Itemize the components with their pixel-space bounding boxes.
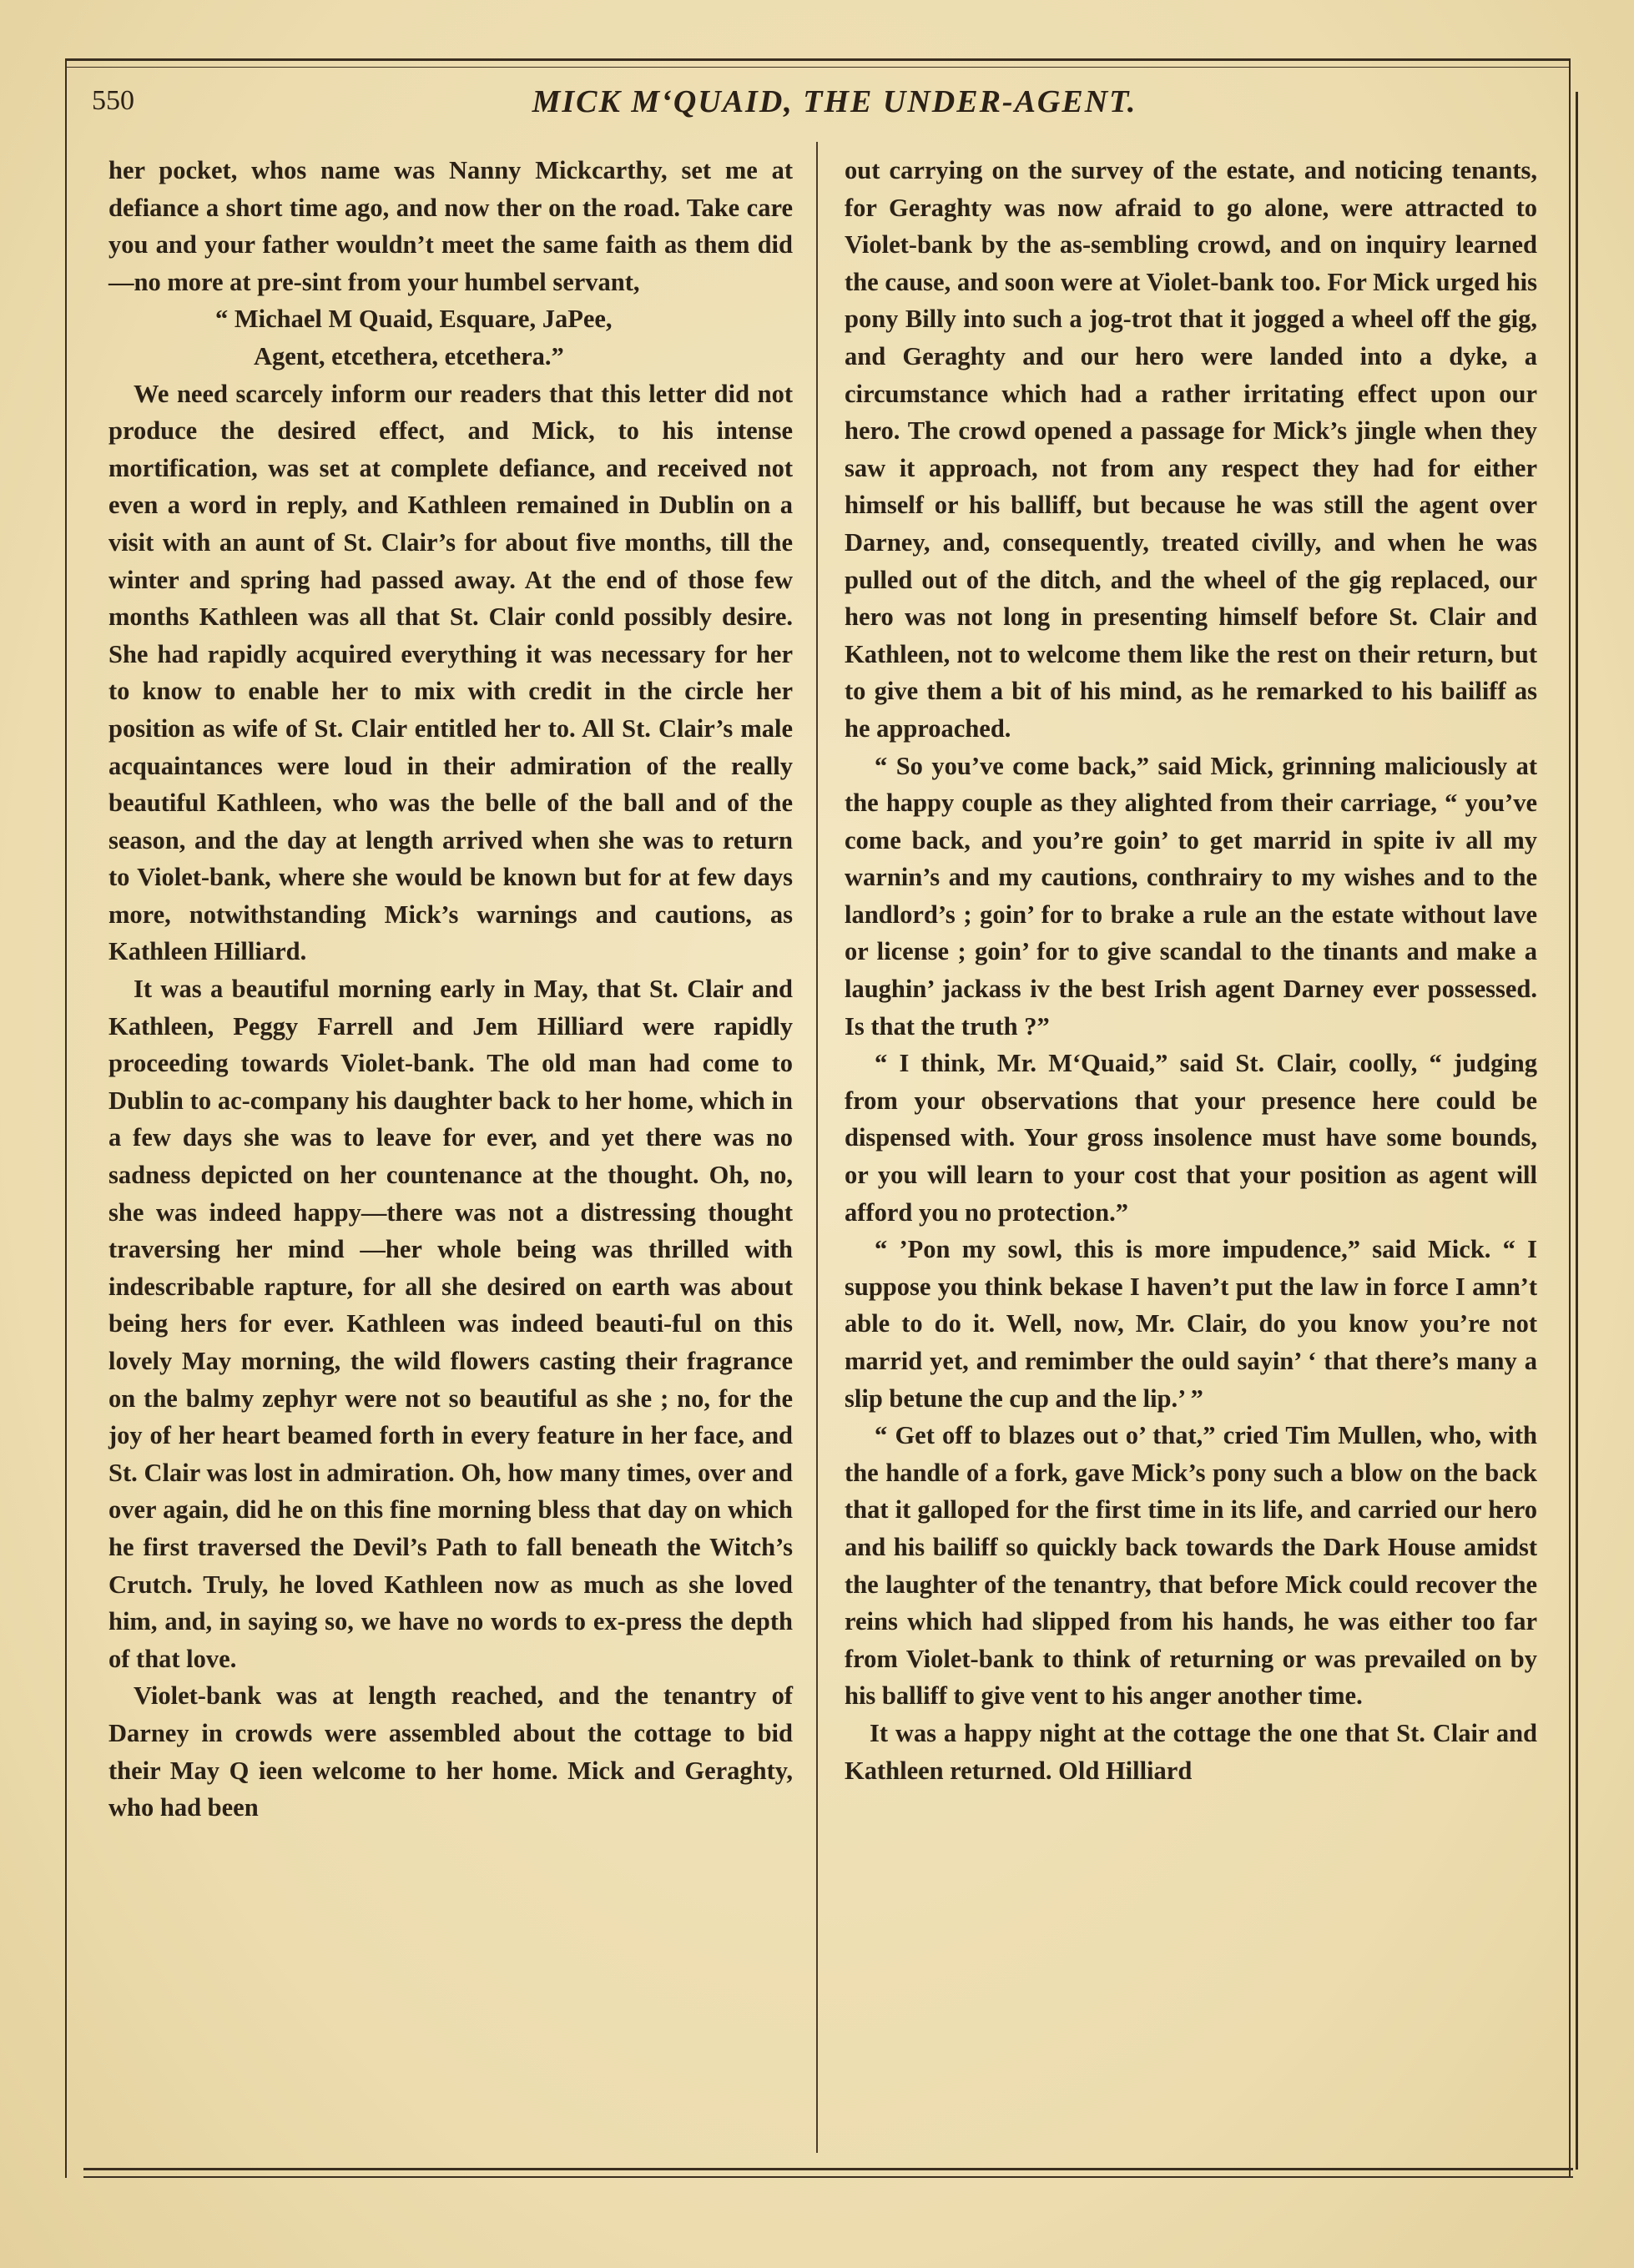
paragraph: It was a beautiful morning early in May, that St. Clair and Kathleen, Peggy Farrell and Jem Hilliard were rapidly proceeding towards Violet-bank. The old man had come to Dublin to ac-company his daughter back to her home, which in a few days she was to leave for ever, and yet there was no sadness depicted on her countenance at the thought. Oh, no, she was indeed happy—there was not a distressing thought traversing her mind —her whole being was thrilled with indescribable rapture, for all she desired on earth was about being hers for ever. Kathleen was indeed beauti-ful on this lovely May morning, the wild flowers casting their fragrance on the balmy zephyr were not so beautiful as she ; no, for the joy of her heart beamed forth in every feature in her face, and St. Clair was lost in admiration. Oh, how many times, over and over again, did he on this fine morning bless that day on which he first traversed the Devil’s Path to fall beneath the Witch’s Crutch. Truly, he loved Kathleen now as much as she loved him, and, in saying so, we have no words to ex-press the depth of that love. xyxy=(108,975,793,1673)
top-rule xyxy=(65,58,1569,61)
running-head: MICK M‘QUAID, THE UNDER-AGENT. xyxy=(532,84,1137,119)
page-number: 550 xyxy=(92,85,134,116)
left-border-rule xyxy=(65,58,67,2178)
bottom-rule-thin xyxy=(83,2176,1573,2178)
paragraph: “ ’Pon my sowl, this is more impudence,” said Mick. “ I suppose you think bekase I haven’t put the law in force I amn’t able to do it. Well, now, Mr. Clair, do you know you’re not marrid yet, and remimber the ould sayin’ ‘ that there’s many a slip betune the cup and the lip.’ ” xyxy=(845,1235,1537,1413)
bottom-rule xyxy=(83,2168,1573,2170)
paragraph: her pocket, whos name was Nanny Mickcarthy, set me at defiance a short time ago, and now ther on the road. Take care you and your father wouldn’t meet the same faith as them did—no more at pre-sint from your humbel servant, xyxy=(108,156,793,296)
signature-line: Agent, etcethera, etcethera.” xyxy=(254,341,564,370)
paragraph: Violet-bank was at length reached, and the tenantry of Darney in crowds were assembled about the cottage to bid their May Q ieen welcome to her home. Mick and Geraghty, who had been xyxy=(108,1681,793,1822)
signature-line: “ Michael M Quaid, Esquare, JaPee, xyxy=(215,305,613,334)
paragraph: We need scarcely inform our readers that this letter did not produce the desired effect, and Mick, to his intense mortification, was set at complete defiance, and received not even a word in reply, and Kathleen remained in Dublin on a visit with an aunt of St. Clair’s for about five months, till the winter and spring had passed away. At the end of those few months Kathleen was all that St. Clair conld possibly desire. She had rapidly acquired everything it was necessary for her to know to enable her to mix with credit in the circle her position as wife of St. Clair entitled her to. All St. Clair’s male acquaintances were loud in their admiration of the really beautiful Kathleen, who was the belle of the ball and of the season, and the day at length arrived when she was to return to Violet-bank, where she would be known but for at few days more, notwithstanding Mick’s warnings and cautions, as Kathleen Hilliard. xyxy=(108,379,793,966)
paragraph: “ Get off to blazes out o’ that,” cried Tim Mullen, who, with the handle of a fork, gave Mick’s pony such a blow on the back that it galloped for the first time in its life, and carried our hero and his bailiff so quickly back towards the Dark House amidst the laughter of the tenantry, that before Mick could recover the reins which had slipped from his hands, he was either too far from Violet-bank to think of returning or was prevailed on by his balliff to give vent to his anger another time. xyxy=(845,1421,1537,1711)
paragraph: “ So you’ve come back,” said Mick, grinning maliciously at the happy couple as they alighted from their carriage, “ you’ve come back, and you’re goin’ to get marrid in spite iv all my warnin’s and my cautions, conthrairy to my wishes and to the landlord’s ; goin’ for to brake a rule an the estate without lave or license ; goin’ for to give scandal to the tinants and make a laughin’ jackass iv the best Irish agent Darney ever possessed. Is that the truth ?” xyxy=(845,751,1537,1041)
top-rule-thin xyxy=(65,67,1569,68)
right-column xyxy=(845,152,1537,1789)
paragraph: It was a happy night at the cottage the one that St. Clair and Kathleen returned. Old Hilliard xyxy=(845,1718,1537,1785)
paragraph: “ I think, Mr. M‘Quaid,” said St. Clair, coolly, “ judging from your observations that your presence here could be dispensed with. Your gross insolence must have some bounds, or you will learn to your cost that your position as agent will afford you no protection.” xyxy=(845,1049,1537,1227)
paragraph: out carrying on the survey of the estate, and noticing tenants, for Geraghty was now afraid to go alone, were attracted to Violet-bank by the as-sembling crowd, and on inquiry learned the cause, and soon were at Violet-bank too. For Mick urged his pony Billy into such a jog-trot that it jogged a wheel off the gig, and Geraghty and our hero were landed into a dyke, a circumstance which had a rather irritating effect upon our hero. The crowd opened a passage for Mick’s jingle when they saw it approach, not from any respect they had for either himself or his balliff, but because he was still the agent over Darney, and, consequently, treated civilly, and when he was pulled out of the ditch, and the wheel of the gig replaced, our hero was not long in presenting himself before St. Clair and Kathleen, not to welcome them like the rest on their return, but to give them a bit of his mind, as he remarked to his bailiff as he approached. xyxy=(845,156,1537,743)
column-divider xyxy=(816,142,818,2153)
right-border-rule xyxy=(1569,58,1571,2178)
left-column xyxy=(108,152,793,1827)
right-border-rule-outer xyxy=(1576,92,1578,2170)
